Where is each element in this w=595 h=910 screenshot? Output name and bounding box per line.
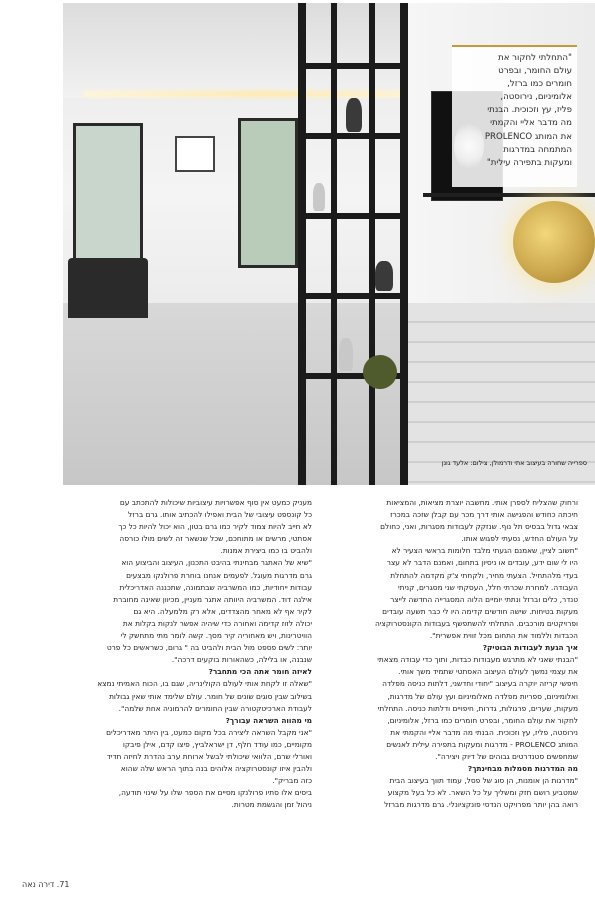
pull-quote-line: אלומיניום, נירוסטה, xyxy=(500,92,572,103)
article-text-line: מקומיים, כמו עודד חלף, דן ישראלביץ, פיצו קדם, אילן פיבקו xyxy=(122,739,312,749)
photo-shelf-frame xyxy=(298,3,408,485)
article-text-line: לא חייב להיות צמוד לקיר כמו גרם בטון, הוא יכול להיות כל כך xyxy=(118,522,312,532)
article-text-line: "הבנתי שאני לא מתרגש מעבודות כבדות, ותוך כדי עבודה מצאתי xyxy=(377,655,578,665)
pull-quote xyxy=(452,45,577,187)
article-text-line: הכבדות וללמוד את התחום מכל זווית אפשרית". xyxy=(429,631,578,641)
article-text-line: לחקור את עולם החומר, ובפרט חומרים כמו ברזל, אלומיניום, xyxy=(387,715,578,725)
photo-caption: ספרייה שחורה בעיצוב אתי ודרמולן, צילום: אלעד גונן xyxy=(441,459,587,467)
photo-window-center xyxy=(238,118,298,268)
article-text-line: עבודות ייחודיות, כמו המשרביה שבתמונה, שתכננה האדריכלית xyxy=(119,582,312,592)
pull-quote-line: חומרים כמו ברזל, xyxy=(507,79,572,90)
article-text-line: ופרויקטים מורכבים. התחלתי להשתפשף בעבודות הקונסטרוקציה xyxy=(374,618,578,628)
photo-vase xyxy=(313,183,325,211)
page-footer: 71. דירה נאה xyxy=(22,880,70,889)
article-text-line: לקיר אף לא מאחר מהצדדים, אלא רק מלמעלה. היא גם xyxy=(133,606,312,616)
photo-vase xyxy=(339,338,353,371)
article-text-line: על העולם החדש, נסעתי לפגוש אותו. xyxy=(461,534,578,544)
photo-shelf xyxy=(298,293,408,299)
pull-quote-line: עולם החומר, ובפרט xyxy=(498,66,572,77)
article-text-line: ולהביט בו כמו ביצירת אמנות. xyxy=(220,546,312,556)
article-text-line: מעקות, שערים, פרגולות, גדרות, חיפויים ודלתות כניסה. התחלתי xyxy=(377,703,578,713)
article-text-line: מעקות בטיחות. שישה חודשים קדימה היו לי כבר תשעה עובדים xyxy=(382,606,578,616)
article-text-line: ביסים אלו סתיו פרולנקו מסיים את הספר שלו על שינוי תודעה, xyxy=(118,788,312,798)
photo-vase xyxy=(346,98,362,132)
article-column-left xyxy=(72,497,312,811)
photo-stair-rail xyxy=(423,193,595,197)
article-text-line: "חשוב לציין, שאמנם הגעתי מלבד חלומות בראשי הצעיר לא xyxy=(391,546,578,556)
article-text-line: יכולה לזוז קדימה ואחורה כדי שיהיה אפשר לנקות בקלות את xyxy=(122,618,312,628)
photo-shelf xyxy=(298,63,408,69)
article-text-line: "מדרגות הן אומנות, הן סוג של פסל, עמוד תווך בעיצוב הבית xyxy=(389,776,578,786)
pull-quote-line: מה מדבר אליי והקמתי xyxy=(490,118,572,129)
article-text-line: "אני מקבל השראה ליצירה בכל מקום כמעט, בין היתר מאדריכלים xyxy=(106,727,312,737)
article-text-line: טנדר, כלים וברזל ונתתי יומיים הלוה המסגרייה החדשה לייצר xyxy=(390,594,578,604)
article-text-line: אסתטי, מרשים או מתוחכם, שכל שנשאר זה לשים מולו כורסה xyxy=(119,534,312,544)
article-text-line: בשילוב שבין סוגים שונים של חומר. עולם שלימד אותי שאין גבולות xyxy=(109,691,312,701)
photo-stairs xyxy=(403,303,595,485)
pull-quote-line: ומעקות בתפירה עילית" xyxy=(486,157,572,168)
article-text-line: "שיא של האתגר מבחינתי בהיבט התכנון, העיצוב והביצוע הוא xyxy=(121,558,312,568)
article-text-line: הוויטרינות, ויש מאחוריה קיר מסך. קשה לומר מתי מתחשק לי xyxy=(120,631,312,641)
article-text-line: היו לי שום ידע, עובדים או ניסיון בתחום, ואמנם הדבר לא עצר xyxy=(386,558,578,568)
article-text-line: מעניק כמעט אין סוף אפשרויות עיצוביות שיכולות להתכתב עם xyxy=(119,498,312,507)
article-text-line: אילנה דוד. המשרביה היוותה אתגר מעניין, מכיוון שאינה מחוברת xyxy=(113,594,312,604)
article-text-line: גרם מדרגות מעוגל. לפעמים אנחנו בוחרת פרולנקו מבצעים xyxy=(126,570,312,580)
article-text-line: המותג PROLENCO - מדרגות ומעקות בתפירה עילית לאנשים xyxy=(386,739,578,749)
article-text-line: ניהול זמן והגשמת מטרות. xyxy=(231,800,312,810)
photo-shelf xyxy=(298,213,408,219)
article-text-line: לעבודת הארכיטקטורה שבין החומרים להרמוניה אחת שלמה". xyxy=(118,703,312,713)
photo-shelf xyxy=(298,133,408,139)
article-text-line: שמטביע רושם חזק ומשליך על כל השאר. לא כל בעל מקצוע xyxy=(387,788,578,798)
article-text-line: העבודה. למחרת שכרתי חלל, העסקתי שני מסגרים, קניתי xyxy=(397,582,578,592)
photo-shelf-divider xyxy=(331,3,337,485)
article-text-line: שנבנה, או בלילה, כשהאורות בוקעים דרכה". xyxy=(171,655,312,665)
pull-quote-line: "התחלתי לחקור את xyxy=(498,53,572,63)
article-text-line: ואלומיניום, ספריות מפלדה מאלומיניום ועץ עולם של מדרגות, xyxy=(387,691,578,701)
article-text-line: חיכתה כחודש והפגישה אותי דרך מכר עם קבלן שזכה במכרז xyxy=(390,510,578,520)
article-text-line: חיפשי קריזה יוקרה בעיצוב "יחודי וחדשני, דלתות כניסה מפלדה xyxy=(382,679,578,689)
article-subheading: לאיזה חומר אתה הכי מתחבר? xyxy=(208,667,312,677)
pull-quote-line: פליז, עץ וזכוכית. הבנתי xyxy=(487,105,572,116)
article-text-line: שמחפשים סטנדרטים גבוהים של דיוק ויצירה". xyxy=(435,751,578,761)
photo-vase xyxy=(375,261,393,291)
article-text-line: ואורלי שרם, הלוואי שיכולתי לבשל ארוחת ערב נהדרת לחיזה חדיד xyxy=(106,751,312,761)
photo-vase xyxy=(363,355,397,389)
article-text-line: כזה מבריק". xyxy=(272,776,312,786)
article-subheading: איך הגעת לעבודות הבוטיק? xyxy=(482,643,578,653)
article-text-line: "שאלה זו לקחת אותי לעולם הקולינריה, שגם בו, הכוח האמיתי נמצא xyxy=(97,679,312,689)
article-text-line: רואה בהן יותר מפרויקט הנדסי פונקציונלי. גרם מדרגות מברזל xyxy=(384,800,578,810)
article-subheading: מי מהווה השראה עבורך? xyxy=(225,715,312,725)
article-text-line: כל קונספט עיצובי של הבית ואפילו להכתיב אותו. גרם ברזל xyxy=(128,510,312,520)
article-text-line: ורחוק שהצליח לספרן אותי. מחשבה יוצרת מציאות, והמציאות xyxy=(386,498,578,507)
article-text-line: נירוסטה, פליז, עץ וזכוכית. הבנתי מה מדבר אליי והקמתי את xyxy=(390,727,578,737)
article-subheading: מה המדרגות מסמלות מבחינתך? xyxy=(467,764,578,774)
article-text-line: את עצמי נמשך לעולם העיצוב האסתטי שתמיד משך אותי. xyxy=(398,667,578,677)
article-text-line: בעדי מלהתחיל. הצעתי מחיר, ולקחתי צ'ק מקדמה להתחלת xyxy=(390,570,578,580)
photo-sofa xyxy=(68,258,148,318)
photo-gold-wall-light xyxy=(513,201,595,283)
article-text-line: יותר: לשים פספט מול הבית ולהביט בה " גרום, כשראשים כל פרט xyxy=(106,643,312,653)
photo-shelf-divider xyxy=(369,3,375,485)
photo-window-left xyxy=(73,123,143,263)
article-text-line: ולהבין איזו קונסטרוקציה אלוהים בנה בתוך הראש שלה שהוא xyxy=(120,764,312,774)
pull-quote-line: המתמחה במדרגות xyxy=(503,144,572,155)
pull-quote-line: את המותג PROLENCO xyxy=(484,131,572,142)
article-text-line: צבאי גדול בבסיס תל נוף. שנזקק לעבודות מסגרות, ואני, כחולם xyxy=(380,522,578,532)
photo-artwork-small xyxy=(175,136,215,172)
article-column-right xyxy=(333,497,578,811)
